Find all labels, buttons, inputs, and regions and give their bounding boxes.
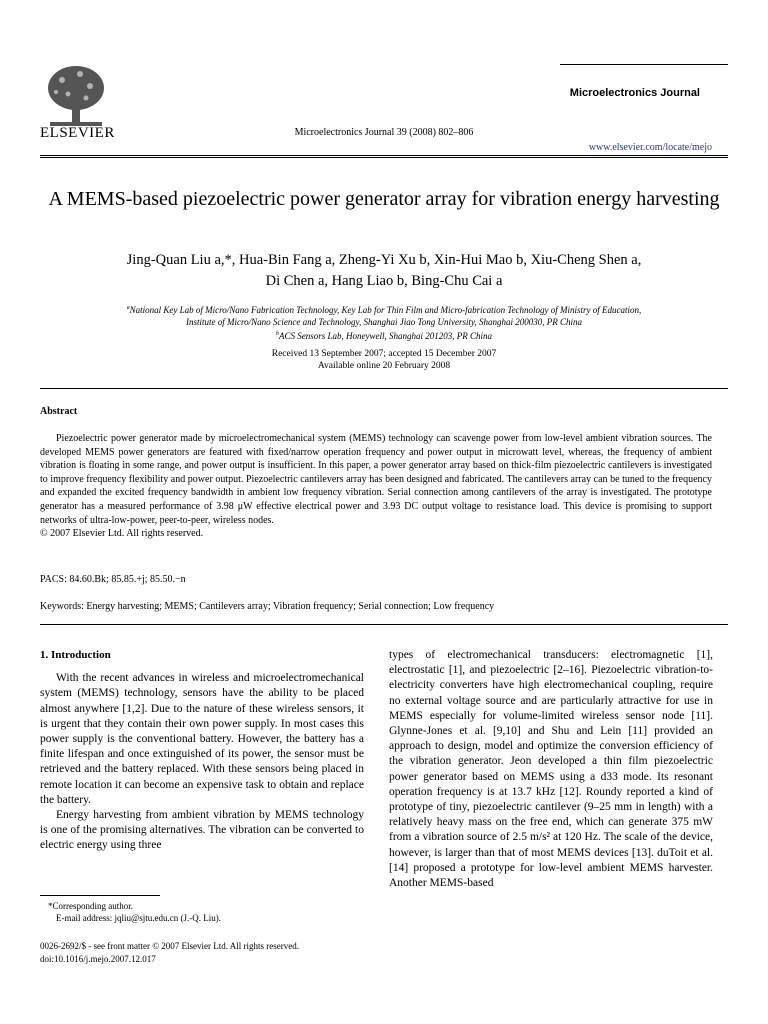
- received-date: Received 13 September 2007; accepted 15 December 2007: [271, 349, 497, 359]
- section-heading: 1. Introduction: [40, 649, 111, 661]
- authors-line-1: Jing-Quan Liu a,*, Hua-Bin Fang a, Zheng-Yi Xu b, Xin-Hui Mao b, Xiu-Cheng Shen a,: [126, 252, 642, 268]
- footnote-divider: [40, 895, 160, 896]
- intro-paragraph-continued: types of electromechanical transducers: electromagnetic [1], electrostatic [1], and piezoelectric [2–16]. Piezoelectric vibration-to-electricity converters have high electromechanical coupling, require no external voltage source and are particularly attractive for use in MEMS especially for volume-limited wireless sensor node [11]. Glynne-Jones et al. [9,10] and Shu and Lein [11] provided an approach to design, model and optimize the conversion efficiency of the vibration generator. Jeon developed a thin film piezoelectric power generator based on MEMS using a d33 mode. Its resonant operation frequency is at 13.7 kHz [12]. Roundy reported a kind of prototype of tiny, piezoelectric cantilever (9–25 mm in length) with a relatively heavy mass on the free end, which can generate 375 mW from a vibration source of 2.5 m/s² at 120 Hz. The scale of the device, however, is larger than that of most MEMS devices [13]. duToit et al. [14] proposed a prototype for low-level ambient MEMS harvester. Another MEMS-based: [389, 649, 713, 890]
- elsevier-tree-logo: [40, 60, 112, 132]
- authors-line-2: Di Chen a, Hang Liao b, Bing-Chu Cai a: [265, 273, 503, 289]
- divider: [40, 155, 728, 156]
- email-address: E-mail address: jqliu@sjtu.edu.cn (J.-Q. Liu).: [56, 913, 222, 923]
- intro-paragraph-2: Energy harvesting from ambient vibration by MEMS technology is one of the promising alternatives. The vibration can be converted to electric energy using three: [40, 809, 364, 852]
- paper-title: A MEMS-based piezoelectric power generator array for vibration energy harvesting: [48, 188, 720, 210]
- article-dates: [40, 348, 728, 372]
- affiliation-a-line-2: Institute of Micro/Nano Science and Technology, Shanghai Jiao Tong University, Shanghai 200030, PR China: [186, 317, 582, 327]
- abstract-heading: Abstract: [40, 406, 78, 417]
- left-column: [40, 648, 364, 854]
- journal-name: Microelectronics Journal: [569, 87, 700, 99]
- journal-citation: Microelectronics Journal 39 (2008) 802–806: [294, 127, 474, 138]
- right-column: [389, 648, 713, 891]
- divider: [560, 64, 728, 65]
- keywords: Keywords: Energy harvesting; MEMS; Cantilevers array; Vibration frequency; Serial connection; Low frequency: [40, 601, 495, 612]
- affiliations: $^a$National Key Lab of Micro/Nano Fabrication Technology, Key Lab for Thin Film and Micro-fabrication Technology of Ministry of Education, Institute of Micro/Nano Science and Technology, Shanghai Jiao Tong University, Shanghai 200030, PR China $^b$ACS Sensors Lab, Honeywell, Shanghai 201203, PR China: [40, 302, 728, 342]
- footnote: [40, 900, 360, 924]
- abstract-copyright: © 2007 Elsevier Ltd. All rights reserved.: [40, 528, 204, 540]
- divider: [40, 157, 728, 158]
- journal-url-link[interactable]: www.elsevier.com/locate/mejo: [588, 142, 712, 153]
- author-list: [40, 250, 728, 292]
- doi-link[interactable]: doi:10.1016/j.mejo.2007.12.017: [40, 954, 156, 964]
- intro-paragraph-1: With the recent advances in wireless and microelectromechanical system (MEMS) technology, sensors have the ability to be placed almost anywhere [1,2]. Due to the nature of these wireless sensors, it is urgent that they contain their own power supply. In most cases this power supply is the conventional battery. However, the battery has a finite lifespan and once extinguished of its power, the sensor must be retrieved and the battery replaced. With these sensors being placed in remote location it can become an expensive task to obtain and replace the battery.: [40, 672, 364, 806]
- affiliation-a-line-1: National Key Lab of Micro/Nano Fabrication Technology, Key Lab for Thin Film and Micro-fabrication Technology of Ministry of Education,: [129, 305, 642, 315]
- publisher-name: ELSEVIER: [40, 125, 115, 141]
- front-matter: [40, 940, 370, 966]
- divider: [40, 624, 728, 625]
- abstract-text: Piezoelectric power generator made by microelectromechanical system (MEMS) technology can scavenge power from low-level ambient vibration sources. The developed MEMS power generators are featured with fixed/narrow operation frequency and power output in microwatt level, whereas, the frequency of ambient vibration is floating in some range, and power output is insufficient. In this paper, a power generator array based on thick-film piezoelectric cantilevers is investigated to improve frequency flexibility and power output. Piezoelectric cantilevers array has been designed and fabricated. The cantilevers array can be tuned to the frequency and expanded the excited frequency bandwidth in ambient low frequency vibration. Serial connection among cantilevers of the array is investigated. The prototype generator has a measured performance of 3.98 μW effective electrical power and 3.93 DC output voltage to resistance load. This device is promising to support networks of ultra-low-power, peer-to-peer, wireless nodes.: [40, 433, 712, 526]
- affiliation-b: ACS Sensors Lab, Honeywell, Shanghai 201203, PR China: [278, 331, 492, 341]
- corresponding-author: *Corresponding author.: [48, 901, 133, 911]
- issn-line: 0026-2692/$ - see front matter © 2007 Elsevier Ltd. All rights reserved.: [40, 941, 300, 951]
- pacs-codes: PACS: 84.60.Bk; 85.85.+j; 85.50.−n: [40, 574, 186, 585]
- abstract-body: [40, 432, 712, 541]
- divider: [40, 388, 728, 389]
- online-date: Available online 20 February 2008: [317, 361, 451, 371]
